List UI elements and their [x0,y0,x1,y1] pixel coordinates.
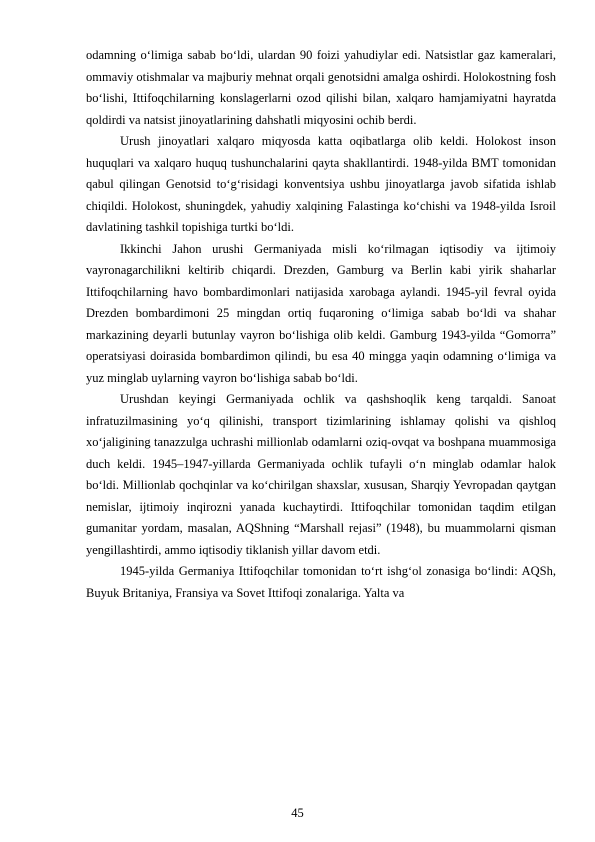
paragraph-holocaust-victims: odamning o‘limiga sabab bo‘ldi, ulardan 90 foizi yahudiylar edi. Natsistlar gaz kameralari, ommaviy otishmalar va majburiy mehnat orqali genotsidni amalga oshirdi. Holokostning fosh bo‘lishi, Ittifoqchilarning konslagerlarni ozod qilishi bilan, xalqaro hamjamiyatni hayratda qoldirdi va natsist jinoyatlarining dahshatli miqyosini ochib berdi. [86,48,556,127]
paragraph-postwar-hunger: Urushdan keyingi Germaniyada ochlik va qashshoqlik keng tarqaldi. Sanoat infratuzilmasining yo‘q qilinishi, transport tizimlarining ishlamay qolishi va qishloq xo‘jaligining tanazzulga uchrashi millionlab odamlarni oziq-ovqat va boshpana muammosiga duch keldi. 1945–1947-yillarda Germaniyada ochlik tufayli o‘n minglab odamlar halok bo‘ldi. Millionlab qochqinlar va ko‘chirilgan shaxslar, xususan, Sharqiy Yevropadan qaytgan nemislar, ijtimoiy inqirozni yanada kuchaytirdi. Ittifoqchilar tomonidan taqdim etilgan gumanitar yordam, masalan, AQShning “Marshall rejasi” (1948), bu muammolarni qisman yengillashtirdi, ammo iqtisodiy tiklanish yillar davom etdi. [86,392,556,557]
paragraph-war-crimes-consequences: Urush jinoyatlari xalqaro miqyosda katta oqibatlarga olib keldi. Holokost inson huquqlari va xalqaro huquq tushunchalarini qayta shakllantirdi. 1948-yilda BMT tomonidan qabul qilingan Genotsid to‘g‘risidagi konventsiya ushbu jinoyatlarga javob sifatida ishlab chiqildi. Holokost, shuningdek, yahudiy xalqining Falastinga ko‘chishi va 1948-yilda Isroil davlatining tashkil topishiga turtki bo‘ldi. [86,134,556,234]
paragraph-occupation-zones: 1945-yilda Germaniya Ittifoqchilar tomonidan to‘rt ishg‘ol zonasiga bo‘lindi: AQSh, Buyuk Britaniya, Fransiya va Sovet Ittifoqi zonalariga. Yalta va [86,564,556,600]
page-number: 45 [291,806,304,820]
paragraph-economic-destruction: Ikkinchi Jahon urushi Germaniyada misli ko‘rilmagan iqtisodiy va ijtimoiy vayronagarchilikni keltirib chiqardi. Drezden, Gamburg va Berlin kabi yirik shaharlar Ittifoqchilarning havo bombardimonlari natijasida xarobaga aylandi. 1945-yil fevral oyida Drezden bombardimoni 25 mingdan ortiq fuqaroning o‘limiga sabab bo‘ldi va shahar markazining deyarli butunlay vayron bo‘lishiga olib keldi. Gamburg 1943-yilda “Gomorra” operatsiyasi doirasida bombardimon qilindi, bu esa 40 mingga yaqin odamning o‘limiga va yuz minglab uylarning vayron bo‘lishiga sabab bo‘ldi. [86,241,556,385]
page-body [86,45,556,604]
